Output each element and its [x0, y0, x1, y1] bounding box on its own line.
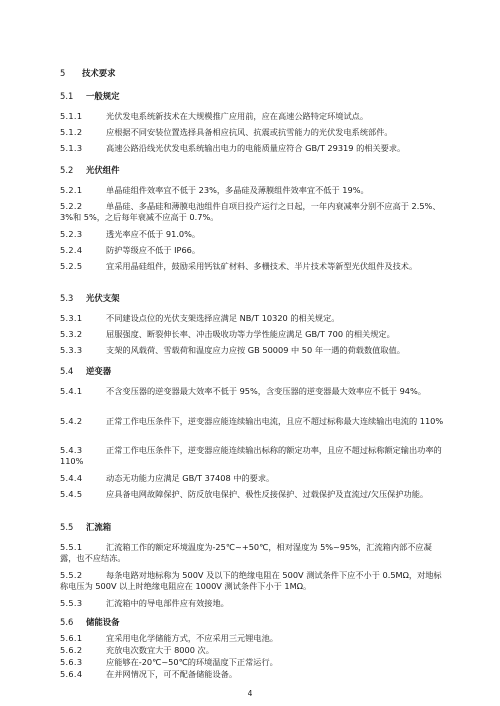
- clause-text: 应根据不同安装位置选择具备相应抗风、抗震或抗雪能力的光伏发电系统部件。: [106, 127, 393, 137]
- clause-text: 宜采用电化学储能方式，不应采用三元锂电池。: [106, 633, 278, 643]
- clause-number: 5.6.1: [60, 633, 83, 643]
- clause-text: 防护等级应不低于 IP66。: [106, 245, 201, 255]
- section-title: 一般规定: [86, 91, 120, 101]
- clause-5-3-3: [60, 345, 448, 356]
- clause-5-2-3: [60, 229, 448, 240]
- clause-5-5-3: [60, 598, 448, 609]
- clause-5-4-3: [60, 445, 448, 467]
- clause-number: 5.5.3: [60, 598, 83, 608]
- clause-number: 5.6.4: [60, 669, 83, 679]
- clause-5-2-4: [60, 245, 448, 256]
- clause-5-3-2: [60, 329, 448, 340]
- clause-number: 5.3.2: [60, 329, 83, 339]
- clause-number: 5.4.4: [60, 473, 83, 483]
- clause-text: 屈服强度、断裂伸长率、冲击吸收功等力学性能应满足 GB/T 700 的相关规定。: [106, 329, 395, 339]
- clause-5-4-5: [60, 489, 448, 500]
- clause-number: 5.4.1: [60, 386, 83, 396]
- clause-text: 在并网情况下，可不配备储能设备。: [106, 669, 238, 679]
- clause-5-5-1: [60, 542, 448, 564]
- section-number: 5.1: [60, 91, 74, 101]
- clause-5-6-4: [60, 669, 448, 680]
- clause-5-6-2: [60, 645, 448, 656]
- clause-5-4-1: [60, 386, 448, 397]
- clause-number: 5.2.5: [60, 261, 83, 271]
- clause-number: 5.4.5: [60, 489, 83, 499]
- clause-text: 充放电次数宜大于 8000 次。: [106, 645, 214, 655]
- chapter-title: 技术要求: [82, 68, 116, 78]
- clause-5-2-5: [60, 261, 448, 272]
- section-title: 储能设备: [86, 617, 120, 627]
- clause-number: 5.2.4: [60, 245, 83, 255]
- section-number: 5.5: [60, 522, 74, 532]
- clause-text: 汇流箱中的导电部件应有效接地。: [106, 598, 229, 608]
- clause-number: 5.6.2: [60, 645, 83, 655]
- clause-5-3-1: [60, 313, 448, 324]
- section-number: 5.3: [60, 293, 74, 303]
- chapter-heading: [60, 68, 116, 79]
- clause-5-1-1: [60, 111, 448, 122]
- section-number: 5.4: [60, 366, 74, 376]
- clause-number: 5.3.3: [60, 345, 83, 355]
- clause-5-6-1: [60, 633, 448, 644]
- section-title: 汇流箱: [86, 522, 112, 532]
- clause-text: 透光率应不低于 91.0%。: [106, 229, 201, 239]
- section-number: 5.2: [60, 165, 74, 175]
- clause-text: 正常工作电压条件下，逆变器应能连续输出标称的额定功率，且应不超过标称额定输出功率的 110%: [60, 445, 442, 466]
- clause-number: 5.5.2: [60, 570, 83, 580]
- clause-text: 支架的风载荷、雪载荷和温度应力应按 GB 50009 中 50 年一遇的荷载数值取值。: [106, 345, 405, 355]
- page-number: 4: [247, 689, 253, 698]
- clause-5-2-2: [60, 201, 448, 223]
- clause-number: 5.3.1: [60, 313, 83, 323]
- clause-text: 单晶硅组件效率宜不低于 23%，多晶硅及薄膜组件效率宜不低于 19%。: [106, 185, 369, 195]
- section-heading-5-6: [60, 617, 120, 628]
- chapter-number: 5: [60, 68, 66, 78]
- clause-text: 单晶硅、多晶硅和薄膜电池组件自项目投产运行之日起，一年内衰减率分别不应高于 2.5%、3%和 5%，之后每年衰减不应高于 0.7%。: [60, 201, 441, 222]
- section-heading-5-3: [60, 293, 120, 304]
- clause-number: 5.1.1: [60, 111, 83, 121]
- clause-text: 汇流箱工作的额定环境温度为-25℃~+50℃，相对湿度为 5%~95%，汇流箱内部不应凝露，也不应结冻。: [60, 542, 432, 563]
- section-title: 光伏组件: [86, 165, 120, 175]
- section-title: 逆变器: [86, 366, 112, 376]
- clause-text: 光伏发电系统新技术在大规模推广应用前，应在高速公路特定环境试点。: [106, 111, 369, 121]
- clause-5-5-2: [60, 570, 448, 592]
- clause-text: 每条电路对地标称为 500V 及以下的绝缘电阻在 500V 测试条件下应不小于 0.5MΩ，对地标称电压为 500V 以上时绝缘电阻应在 1000V 测试条件下小于 1MΩ。: [60, 570, 442, 591]
- clause-number: 5.4.2: [60, 416, 83, 426]
- clause-5-1-2: [60, 127, 448, 138]
- clause-5-4-4: [60, 473, 448, 484]
- clause-text: 应能够在-20℃~50℃的环境温度下正常运行。: [106, 657, 278, 667]
- clause-text: 不含变压器的逆变器最大效率不低于 95%，含变压器的逆变器最大效率应不低于 94%。: [106, 386, 426, 396]
- section-heading-5-1: [60, 91, 120, 102]
- clause-number: 5.5.1: [60, 542, 83, 552]
- clause-text: 不同建设点位的光伏支架选择应满足 NB/T 10320 的相关规定。: [106, 313, 340, 323]
- clause-text: 应具备电网故障保护、防反放电保护、极性反接保护、过载保护及直流过/欠压保护功能。: [106, 489, 429, 499]
- clause-text: 宜采用晶硅组件，鼓励采用钙钛矿材料、多栅技术、半片技术等新型光伏组件及技术。: [106, 261, 418, 271]
- clause-number: 5.1.3: [60, 143, 83, 153]
- clause-number: 5.1.2: [60, 127, 83, 137]
- clause-number: 5.2.2: [60, 201, 83, 211]
- section-heading-5-2: [60, 165, 120, 176]
- section-heading-5-4: [60, 366, 111, 377]
- clause-5-4-2: [60, 416, 448, 427]
- clause-5-2-1: [60, 185, 448, 196]
- section-heading-5-5: [60, 522, 111, 533]
- clause-number: 5.4.3: [60, 445, 83, 455]
- clause-number: 5.6.3: [60, 657, 83, 667]
- clause-5-6-3: [60, 657, 448, 668]
- section-number: 5.6: [60, 617, 74, 627]
- section-title: 光伏支架: [86, 293, 120, 303]
- clause-5-1-3: [60, 143, 448, 154]
- clause-number: 5.2.3: [60, 229, 83, 239]
- clause-text: 高速公路沿线光伏发电系统输出电力的电能质量应符合 GB/T 29319 的相关要求。: [106, 143, 406, 153]
- clause-text: 动态无功能力应满足 GB/T 37408 中的要求。: [106, 473, 275, 483]
- clause-text: 正常工作电压条件下，逆变器应能连续输出电流，且应不超过标称最大连续输出电流的 110%: [106, 416, 444, 426]
- clause-number: 5.2.1: [60, 185, 83, 195]
